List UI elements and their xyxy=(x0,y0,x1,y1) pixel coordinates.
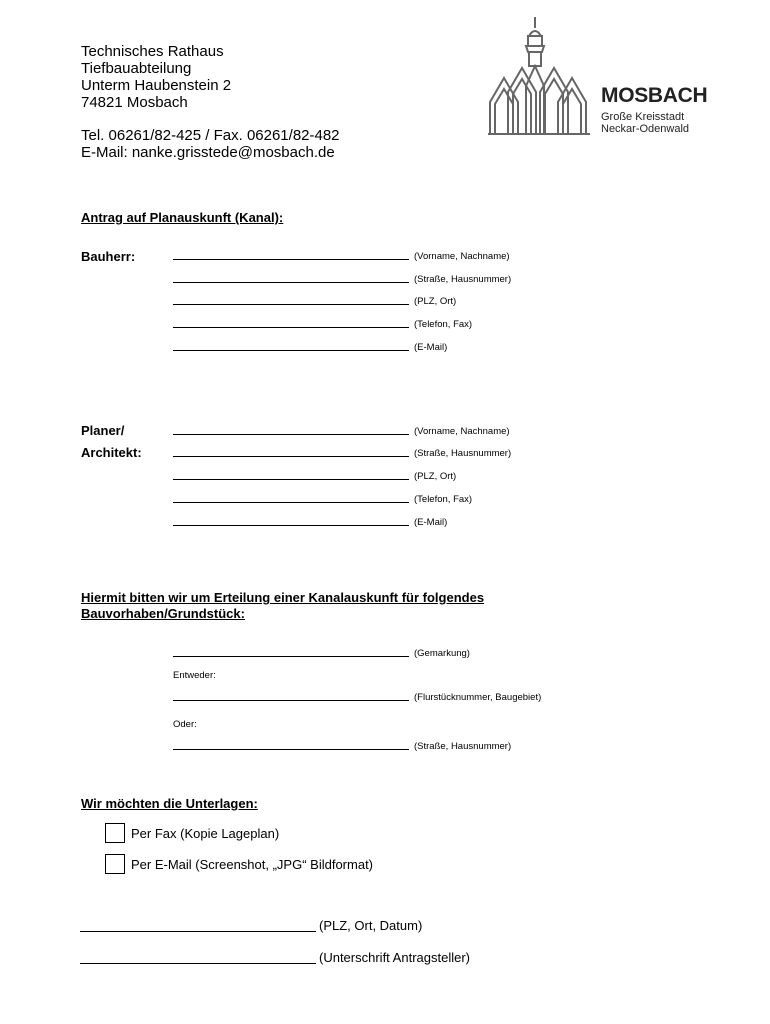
field-hint: (E-Mail) xyxy=(414,517,448,528)
signature-field[interactable] xyxy=(80,963,316,964)
field-hint: (Vorname, Nachname) xyxy=(414,251,510,262)
field-hint: (Straße, Hausnummer) xyxy=(414,274,512,285)
logo-subtitle: Neckar-Odenwald xyxy=(601,123,690,135)
fax-checkbox[interactable] xyxy=(105,823,125,843)
request-heading: Hiermit bitten wir um Erteilung einer Kanalauskunft für folgendes xyxy=(81,590,485,605)
form-title: Antrag auf Planauskunft (Kanal): xyxy=(81,210,284,225)
field-hint: (Straße, Hausnummer) xyxy=(414,741,512,752)
field-hint: (PLZ, Ort) xyxy=(414,296,457,307)
address-line: Technisches Rathaus xyxy=(81,43,224,60)
bauherr-phone-field[interactable] xyxy=(173,327,409,328)
bauherr-name-field[interactable] xyxy=(173,259,409,260)
planer-phone-field[interactable] xyxy=(173,502,409,503)
entweder-label: Entweder: xyxy=(173,670,216,681)
town-houses-icon xyxy=(486,16,598,136)
email-option-label: Per E-Mail (Screenshot, „JPG“ Bildformat) xyxy=(131,857,374,872)
signature-label: (Unterschrift Antragsteller) xyxy=(319,950,470,965)
gemarkung-field[interactable] xyxy=(173,656,409,657)
planer-name-field[interactable] xyxy=(173,434,409,435)
strasse-field[interactable] xyxy=(173,749,409,750)
address-line: Tiefbauabteilung xyxy=(81,60,192,77)
mosbach-logo xyxy=(486,16,716,136)
sender-address xyxy=(81,43,340,161)
field-hint: (Straße, Hausnummer) xyxy=(414,448,512,459)
field-hint: (Gemarkung) xyxy=(414,648,470,659)
email-checkbox[interactable] xyxy=(105,854,125,874)
fax-option-label: Per Fax (Kopie Lageplan) xyxy=(131,826,280,841)
flurstueck-field[interactable] xyxy=(173,700,409,701)
field-hint: (Flurstücknummer, Baugebiet) xyxy=(414,692,542,703)
field-hint: (Telefon, Fax) xyxy=(414,319,473,330)
bauherr-email-field[interactable] xyxy=(173,350,409,351)
phone-fax: Tel. 06261/82-425 / Fax. 06261/82-482 xyxy=(81,127,340,144)
logo-name: MOSBACH xyxy=(601,84,708,107)
architekt-label: Architekt: xyxy=(81,445,142,460)
bauherr-label: Bauherr: xyxy=(81,249,136,264)
field-hint: (Vorname, Nachname) xyxy=(414,426,510,437)
address-line: Unterm Haubenstein 2 xyxy=(81,77,232,94)
planer-label: Planer/ xyxy=(81,423,125,438)
field-hint: (Telefon, Fax) xyxy=(414,494,473,505)
field-hint: (E-Mail) xyxy=(414,342,448,353)
planer-email-field[interactable] xyxy=(173,525,409,526)
logo-subtitle: Große Kreisstadt xyxy=(601,111,685,123)
bauherr-street-field[interactable] xyxy=(173,282,409,283)
place-date-field[interactable] xyxy=(80,931,316,932)
place-date-label: (PLZ, Ort, Datum) xyxy=(319,918,423,933)
planer-city-field[interactable] xyxy=(173,479,409,480)
unterlagen-heading: Wir möchten die Unterlagen: xyxy=(81,796,258,811)
request-heading-2: Bauvorhaben/Grundstück: xyxy=(81,606,245,621)
planer-street-field[interactable] xyxy=(173,456,409,457)
oder-label: Oder: xyxy=(173,719,197,730)
bauherr-city-field[interactable] xyxy=(173,304,409,305)
email-address: E-Mail: nanke.grisstede@mosbach.de xyxy=(81,144,335,161)
field-hint: (PLZ, Ort) xyxy=(414,471,457,482)
address-line: 74821 Mosbach xyxy=(81,94,188,111)
